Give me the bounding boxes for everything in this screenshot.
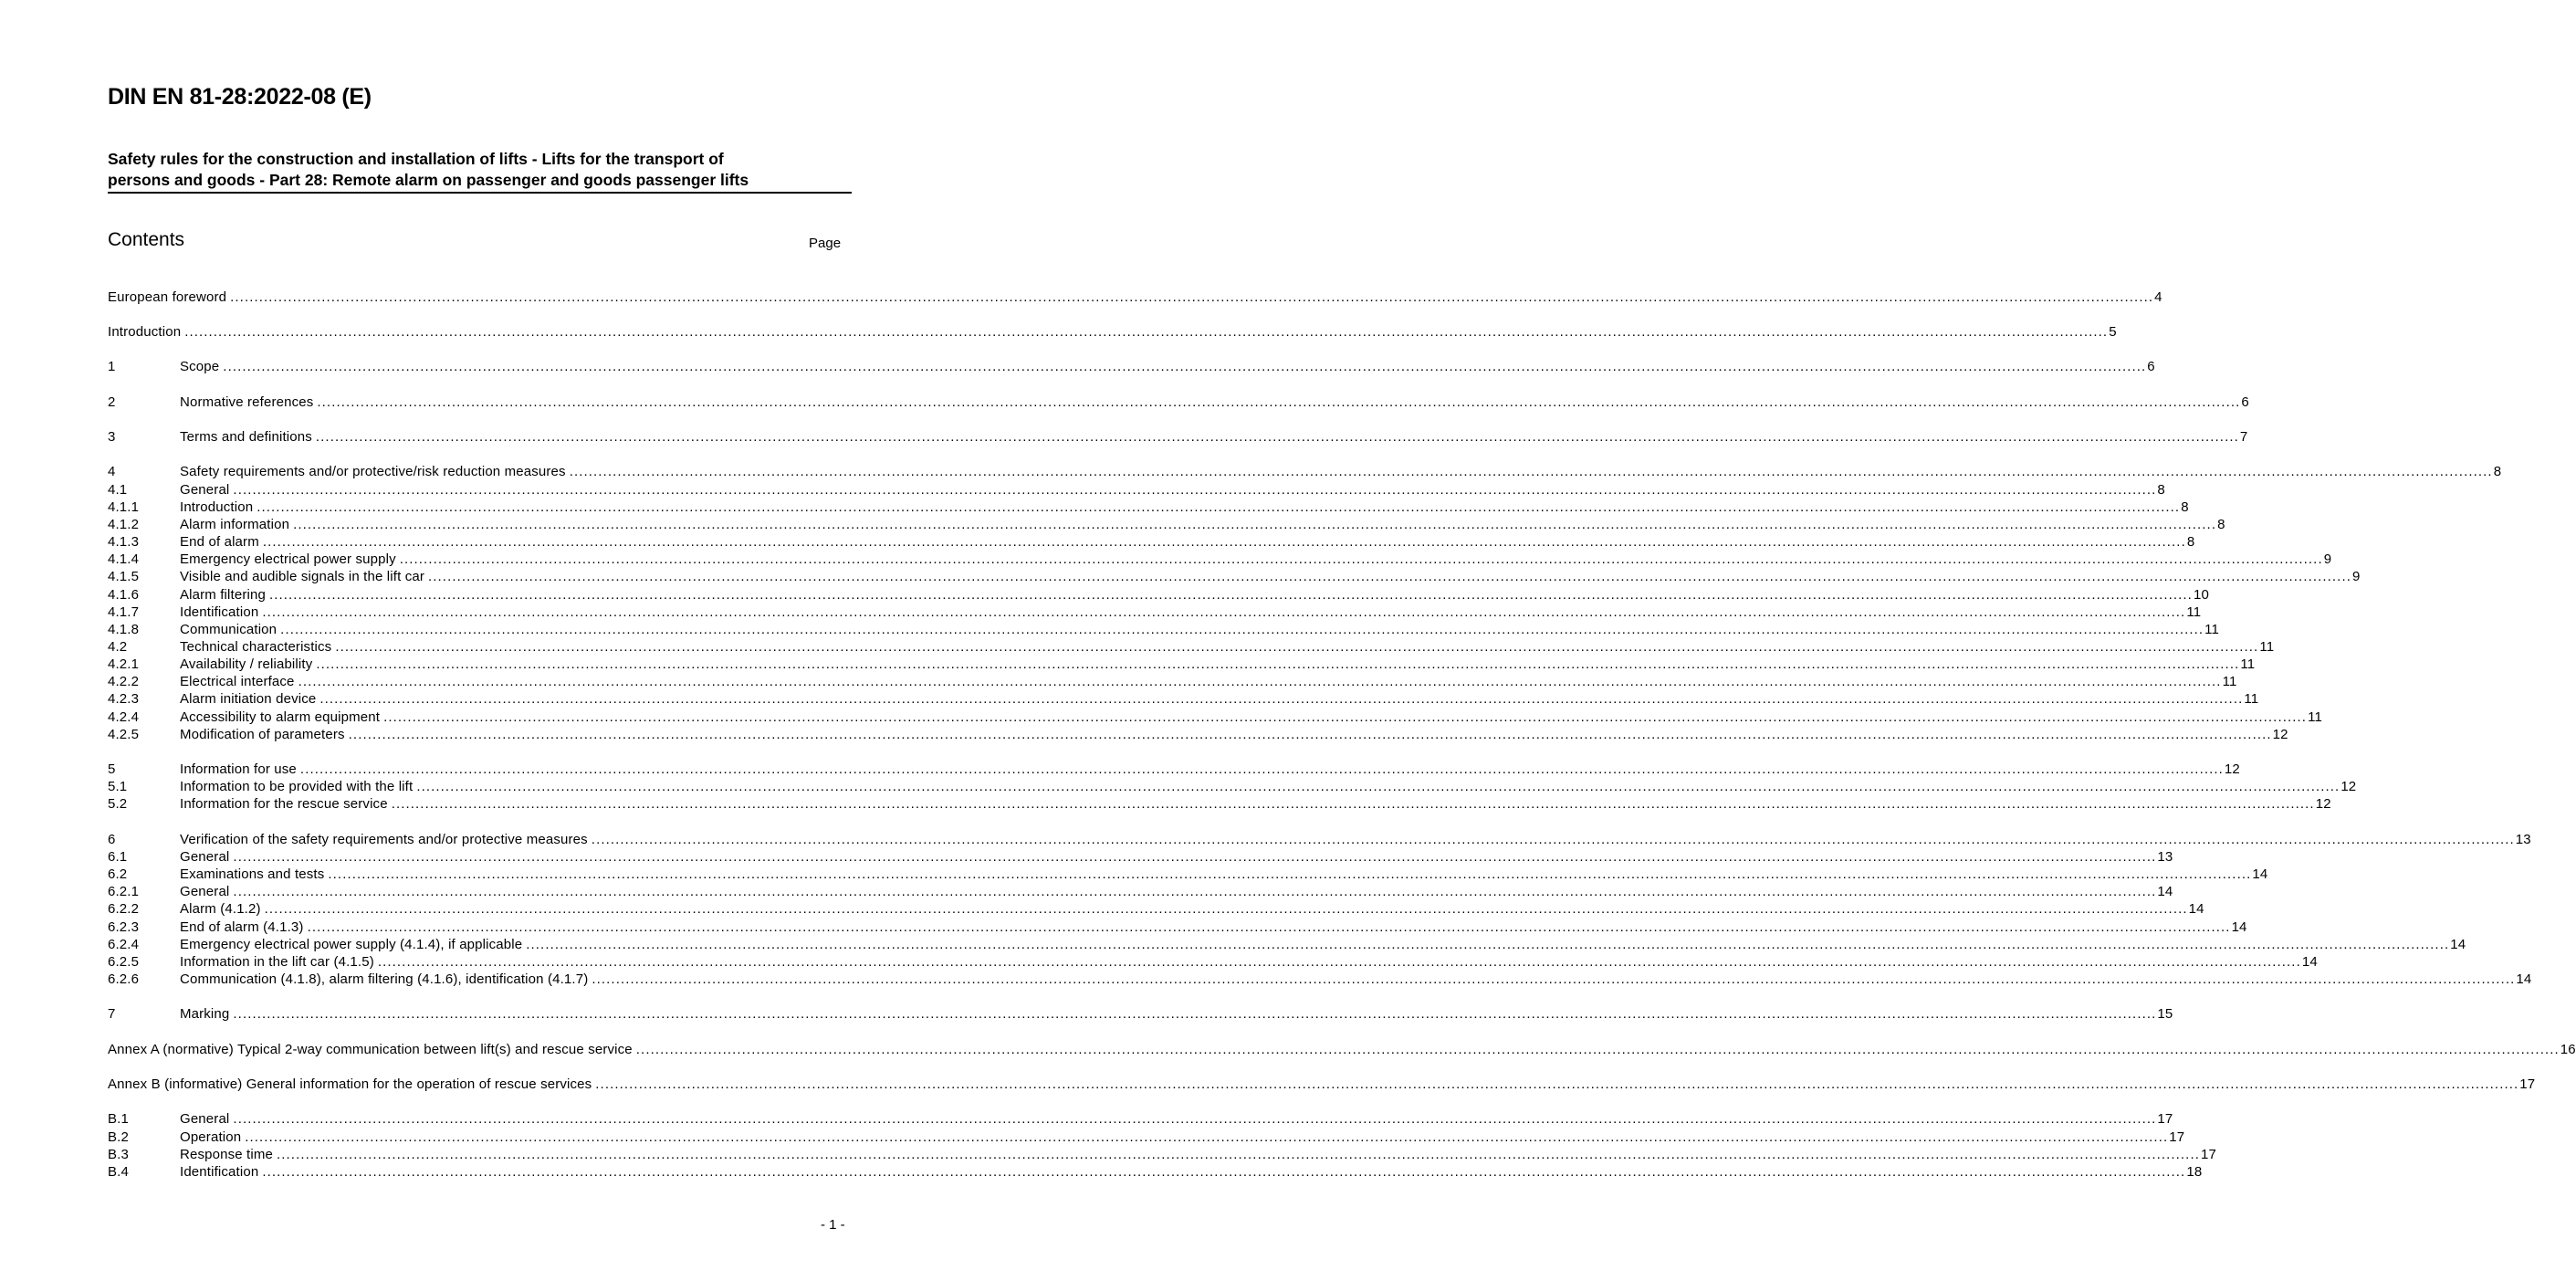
dot-leader: ................................................................................................................................................................................................................................................................................................................................................................................................................ xyxy=(335,639,2259,655)
toc-entry-number: 4 xyxy=(108,464,116,479)
dot-leader: ................................................................................................................................................................................................................................................................................................................................................................................................................ xyxy=(319,691,2244,707)
toc-entry-title: General xyxy=(180,1111,230,1127)
toc-entry[interactable] xyxy=(108,323,2117,341)
toc-entry-number: 6.2.2 xyxy=(108,901,140,917)
toc-entry[interactable] xyxy=(108,936,2466,953)
toc-entry[interactable] xyxy=(108,761,2240,778)
toc-entry-title: Scope xyxy=(180,359,220,374)
toc-entry[interactable] xyxy=(108,656,2256,673)
toc-entry[interactable] xyxy=(108,971,2532,988)
toc-entry-title: Alarm information xyxy=(180,517,290,532)
toc-entry-page: 11 xyxy=(2308,709,2322,725)
toc-entry-number: 6.2 xyxy=(108,866,128,882)
dot-leader: ................................................................................................................................................................................................................................................................................................................................................................................................................ xyxy=(257,499,2181,515)
toc-entry-page: 14 xyxy=(2188,901,2204,917)
toc-entry[interactable] xyxy=(108,848,2173,866)
dot-leader: ................................................................................................................................................................................................................................................................................................................................................................................................................ xyxy=(280,622,2204,637)
toc-entry-page: 17 xyxy=(2201,1147,2216,1162)
toc-entry[interactable] xyxy=(108,551,2332,568)
toc-entry-page: 11 xyxy=(2186,604,2202,620)
dot-leader: ................................................................................................................................................................................................................................................................................................................................................................................................................ xyxy=(293,517,2217,532)
toc-entry-page: 11 xyxy=(2222,674,2237,689)
subtitle-line-1: Safety rules for the construction and installation of lifts - Lifts for the transport of xyxy=(108,150,724,168)
dot-leader: ................................................................................................................................................................................................................................................................................................................................................................................................................ xyxy=(399,551,2323,567)
toc-entry-title: End of alarm (4.1.3) xyxy=(180,919,304,935)
toc-entry[interactable] xyxy=(108,1129,2185,1146)
toc-entry-number: 4.1.4 xyxy=(108,551,140,567)
toc-entry-number: 4.2.3 xyxy=(108,691,140,707)
toc-entry[interactable] xyxy=(108,516,2225,533)
dot-leader: ................................................................................................................................................................................................................................................................................................................................................................................................................ xyxy=(383,709,2308,725)
toc-entry-page: 8 xyxy=(2181,499,2189,515)
toc-entry-page: 14 xyxy=(2516,971,2532,987)
toc-entry-title: Technical characteristics xyxy=(180,639,332,655)
toc-entry-title: General xyxy=(180,849,230,865)
toc-entry-title: Communication xyxy=(180,622,277,637)
toc-entry-title: Modification of parameters xyxy=(180,727,345,742)
toc-entry-title: Introduction xyxy=(108,324,182,340)
toc-entry-title: Identification xyxy=(180,604,259,620)
toc-entry[interactable] xyxy=(108,795,2331,813)
toc-entry[interactable] xyxy=(108,533,2195,551)
toc-entry-page: 17 xyxy=(2169,1129,2185,1145)
dot-leader: ................................................................................................................................................................................................................................................................................................................................................................................................................ xyxy=(348,727,2272,742)
toc-entry[interactable] xyxy=(108,586,2209,604)
dot-leader: ................................................................................................................................................................................................................................................................................................................................................................................................................ xyxy=(391,796,2315,812)
document-title: DIN EN 81-28:2022-08 (E) xyxy=(108,84,372,110)
dot-leader: ................................................................................................................................................................................................................................................................................................................................................................................................................ xyxy=(328,866,2252,882)
toc-entry-title: European foreword xyxy=(108,289,227,305)
dot-leader: ................................................................................................................................................................................................................................................................................................................................................................................................................ xyxy=(268,587,2193,603)
toc-entry-title: Communication (4.1.8), alarm filtering (4.1.6), identification (4.1.7) xyxy=(180,971,589,987)
toc-entry-number: 6.2.1 xyxy=(108,884,140,899)
toc-entry-title: Information in the lift car (4.1.5) xyxy=(180,954,374,970)
dot-leader: ................................................................................................................................................................................................................................................................................................................................................................................................................ xyxy=(591,832,2515,847)
toc-entry-title: Safety requirements and/or protective/risk reduction measures xyxy=(180,464,566,479)
dot-leader: ................................................................................................................................................................................................................................................................................................................................................................................................................ xyxy=(307,919,2231,935)
toc-entry[interactable] xyxy=(108,919,2247,936)
toc-entry-page: 14 xyxy=(2157,884,2173,899)
toc-entry-page: 8 xyxy=(2186,534,2195,550)
dot-leader: ................................................................................................................................................................................................................................................................................................................................................................................................................ xyxy=(233,849,2157,865)
toc-entry-page: 17 xyxy=(2519,1076,2536,1092)
toc-entry-title: Emergency electrical power supply xyxy=(180,551,396,567)
toc-entry[interactable] xyxy=(108,1146,2216,1163)
toc-entry[interactable] xyxy=(108,778,2357,795)
toc-entry-page: 5 xyxy=(2109,324,2117,340)
dot-leader: ................................................................................................................................................................................................................................................................................................................................................................................................................ xyxy=(245,1129,2169,1145)
toc-entry-page: 18 xyxy=(2186,1164,2203,1180)
toc-entry-page: 13 xyxy=(2515,832,2531,847)
toc-entry[interactable] xyxy=(108,463,2502,480)
toc-entry-page: 11 xyxy=(2259,639,2275,655)
dot-leader: ................................................................................................................................................................................................................................................................................................................................................................................................................ xyxy=(223,359,2147,374)
toc-entry-page: 14 xyxy=(2231,919,2247,935)
toc-entry[interactable] xyxy=(108,709,2322,726)
dot-leader: ................................................................................................................................................................................................................................................................................................................................................................................................................ xyxy=(595,1076,2519,1092)
toc-entry-page: 11 xyxy=(2244,691,2259,707)
toc-entry-title: Information for the rescue service xyxy=(180,796,388,812)
toc-entry-number: 5.2 xyxy=(108,796,128,812)
document-subtitle xyxy=(108,149,852,194)
toc-entry[interactable] xyxy=(108,499,2189,516)
toc-entry-number: 1 xyxy=(108,359,116,374)
toc-entry-page: 12 xyxy=(2315,796,2331,812)
toc-entry-number: 4.1.7 xyxy=(108,604,140,620)
toc-entry-number: 4.1.6 xyxy=(108,587,140,603)
toc-entry[interactable] xyxy=(108,638,2275,656)
toc-entry-number: 4.1.8 xyxy=(108,622,140,637)
toc-entry-page: 8 xyxy=(2493,464,2502,479)
toc-entry-number: 4.2 xyxy=(108,639,128,655)
toc-entry[interactable] xyxy=(108,900,2204,918)
contents-heading: Contents xyxy=(108,229,185,250)
dot-leader: ................................................................................................................................................................................................................................................................................................................................................................................................................ xyxy=(233,1006,2157,1022)
toc-entry-page: 8 xyxy=(2217,517,2225,532)
toc-entry-page: 4 xyxy=(2154,289,2162,305)
dot-leader: ................................................................................................................................................................................................................................................................................................................................................................................................................ xyxy=(428,569,2351,584)
toc-entry-page: 8 xyxy=(2157,482,2165,498)
toc-entry-title: Alarm (4.1.2) xyxy=(180,901,261,917)
dot-leader: ................................................................................................................................................................................................................................................................................................................................................................................................................ xyxy=(316,656,2240,672)
toc-entry-number: 6.1 xyxy=(108,849,128,865)
toc-entry-title: End of alarm xyxy=(180,534,259,550)
toc-entry-title: Availability / reliability xyxy=(180,656,313,672)
dot-leader: ................................................................................................................................................................................................................................................................................................................................................................................................................ xyxy=(526,937,2450,952)
toc-entry-page: 14 xyxy=(2252,866,2268,882)
toc-entry-number: 6.2.4 xyxy=(108,937,140,952)
toc-entry[interactable] xyxy=(108,726,2288,743)
toc-entry-title: Emergency electrical power supply (4.1.4), if applicable xyxy=(180,937,523,952)
page-column-heading: Page xyxy=(809,236,842,251)
toc-entry[interactable] xyxy=(108,621,2220,638)
dot-leader: ................................................................................................................................................................................................................................................................................................................................................................................................................ xyxy=(277,1147,2200,1162)
toc-entry-page: 6 xyxy=(2147,359,2155,374)
toc-entry-title: Electrical interface xyxy=(180,674,295,689)
toc-entry-title: Operation xyxy=(180,1129,242,1145)
toc-entry-number: 4.1.5 xyxy=(108,569,140,584)
toc-entry-page: 6 xyxy=(2241,394,2249,410)
toc-entry-number: 4.1.1 xyxy=(108,499,140,515)
toc-entry-number: 4.1 xyxy=(108,482,128,498)
dot-leader: ................................................................................................................................................................................................................................................................................................................................................................................................................ xyxy=(299,761,2224,777)
toc-entry-title: Alarm filtering xyxy=(180,587,266,603)
toc-entry-title: Accessibility to alarm equipment xyxy=(180,709,381,725)
toc-entry-number: 4.2.4 xyxy=(108,709,140,725)
toc-entry-page: 11 xyxy=(2240,656,2256,672)
dot-leader: ................................................................................................................................................................................................................................................................................................................................................................................................................ xyxy=(317,394,2241,410)
toc-entry-number: 6.2.5 xyxy=(108,954,140,970)
toc-entry-title: Introduction xyxy=(180,499,254,515)
toc-entry[interactable] xyxy=(108,394,2249,411)
toc-entry[interactable] xyxy=(108,690,2259,708)
toc-entry[interactable] xyxy=(108,1041,2576,1058)
toc-entry-title: Alarm initiation device xyxy=(180,691,317,707)
toc-entry-page: 14 xyxy=(2301,954,2318,970)
toc-entry[interactable] xyxy=(108,481,2165,499)
toc-entry-number: 4.2.1 xyxy=(108,656,140,672)
dot-leader: ................................................................................................................................................................................................................................................................................................................................................................................................................ xyxy=(233,884,2157,899)
dot-leader: ................................................................................................................................................................................................................................................................................................................................................................................................................ xyxy=(635,1042,2560,1057)
toc-entry-page: 13 xyxy=(2157,849,2173,865)
dot-leader: ................................................................................................................................................................................................................................................................................................................................................................................................................ xyxy=(264,901,2188,917)
dot-leader: ................................................................................................................................................................................................................................................................................................................................................................................................................ xyxy=(233,1111,2157,1127)
toc-entry-number: 4.2.2 xyxy=(108,674,140,689)
toc-entry-number: 6.2.3 xyxy=(108,919,140,935)
dot-leader: ................................................................................................................................................................................................................................................................................................................................................................................................................ xyxy=(262,604,2186,620)
toc-entry[interactable] xyxy=(108,953,2318,971)
toc-entry-title: Annex A (normative) Typical 2-way communication between lift(s) and rescue service xyxy=(108,1042,633,1057)
toc-entry[interactable] xyxy=(108,1110,2173,1128)
toc-entry-page: 11 xyxy=(2204,622,2220,637)
toc-entry-number: B.3 xyxy=(108,1147,129,1162)
toc-entry-number: 5.1 xyxy=(108,779,128,794)
dot-leader: ................................................................................................................................................................................................................................................................................................................................................................................................................ xyxy=(230,289,2154,305)
toc-entry-title: Identification xyxy=(180,1164,259,1180)
toc-entry-number: 2 xyxy=(108,394,116,410)
toc-entry-page: 7 xyxy=(2239,429,2248,445)
dot-leader: ................................................................................................................................................................................................................................................................................................................................................................................................................ xyxy=(262,1164,2186,1180)
dot-leader: ................................................................................................................................................................................................................................................................................................................................................................................................................ xyxy=(184,324,2109,340)
toc-entry[interactable] xyxy=(108,358,2155,375)
toc-entry-number: 4.1.2 xyxy=(108,517,140,532)
toc-entry-number: 3 xyxy=(108,429,116,445)
dot-leader: ................................................................................................................................................................................................................................................................................................................................................................................................................ xyxy=(233,482,2157,498)
toc-entry-title: Visible and audible signals in the lift car xyxy=(180,569,424,584)
dot-leader: ................................................................................................................................................................................................................................................................................................................................................................................................................ xyxy=(262,534,2186,550)
toc-entry-number: 5 xyxy=(108,761,116,777)
toc-entry-title: Normative references xyxy=(180,394,314,410)
toc-entry-page: 10 xyxy=(2193,587,2209,603)
toc-entry[interactable] xyxy=(108,1163,2203,1181)
toc-entry-number: B.4 xyxy=(108,1164,129,1180)
toc-entry[interactable] xyxy=(108,1076,2536,1093)
dot-leader: ................................................................................................................................................................................................................................................................................................................................................................................................................ xyxy=(377,954,2301,970)
toc-entry-number: 6.2.6 xyxy=(108,971,140,987)
page-number: - 1 - xyxy=(821,1217,845,1233)
toc-entry-number: B.2 xyxy=(108,1129,129,1145)
toc-entry-page: 15 xyxy=(2157,1006,2173,1022)
dot-leader: ................................................................................................................................................................................................................................................................................................................................................................................................................ xyxy=(592,971,2516,987)
dot-leader: ................................................................................................................................................................................................................................................................................................................................................................................................................ xyxy=(416,779,2340,794)
toc-entry-number: B.1 xyxy=(108,1111,129,1127)
toc-entry[interactable] xyxy=(108,1005,2173,1023)
toc-entry-page: 9 xyxy=(2323,551,2332,567)
toc-entry-page: 14 xyxy=(2450,937,2466,952)
toc-entry[interactable] xyxy=(108,866,2268,883)
toc-entry-page: 12 xyxy=(2272,727,2288,742)
toc-entry-page: 12 xyxy=(2340,779,2357,794)
toc-entry-title: Verification of the safety requirements and/or protective measures xyxy=(180,832,588,847)
toc-entry-number: 7 xyxy=(108,1006,116,1022)
toc-entry-title: Response time xyxy=(180,1147,273,1162)
toc-entry[interactable] xyxy=(108,289,2162,306)
toc-entry-title: Information for use xyxy=(180,761,297,777)
toc-entry[interactable] xyxy=(108,883,2173,900)
toc-entry-number: 4.1.3 xyxy=(108,534,140,550)
toc-entry[interactable] xyxy=(108,673,2237,690)
toc-entry[interactable] xyxy=(108,604,2202,621)
toc-entry-title: Terms and definitions xyxy=(180,429,312,445)
toc-entry-page: 9 xyxy=(2352,569,2361,584)
toc-entry-number: 4.2.5 xyxy=(108,727,140,742)
dot-leader: ................................................................................................................................................................................................................................................................................................................................................................................................................ xyxy=(569,464,2493,479)
toc-entry[interactable] xyxy=(108,568,2361,585)
subtitle-line-2: persons and goods - Part 28: Remote alarm on passenger and goods passenger lifts xyxy=(108,171,749,189)
dot-leader: ................................................................................................................................................................................................................................................................................................................................................................................................................ xyxy=(315,429,2239,445)
toc-entry-title: General xyxy=(180,482,230,498)
toc-entry-title: Examinations and tests xyxy=(180,866,325,882)
toc-entry[interactable] xyxy=(108,428,2248,446)
toc-entry-page: 16 xyxy=(2560,1042,2576,1057)
toc-entry-page: 17 xyxy=(2157,1111,2173,1127)
toc-entry-title: Information to be provided with the lift xyxy=(180,779,414,794)
dot-leader: ................................................................................................................................................................................................................................................................................................................................................................................................................ xyxy=(298,674,2222,689)
toc-entry-title: Marking xyxy=(180,1006,230,1022)
toc-entry-title: Annex B (informative) General information for the operation of rescue services xyxy=(108,1076,592,1092)
toc-entry-title: General xyxy=(180,884,230,899)
toc-entry-number: 6 xyxy=(108,832,116,847)
toc-entry-page: 12 xyxy=(2224,761,2240,777)
toc-entry[interactable] xyxy=(108,831,2531,848)
